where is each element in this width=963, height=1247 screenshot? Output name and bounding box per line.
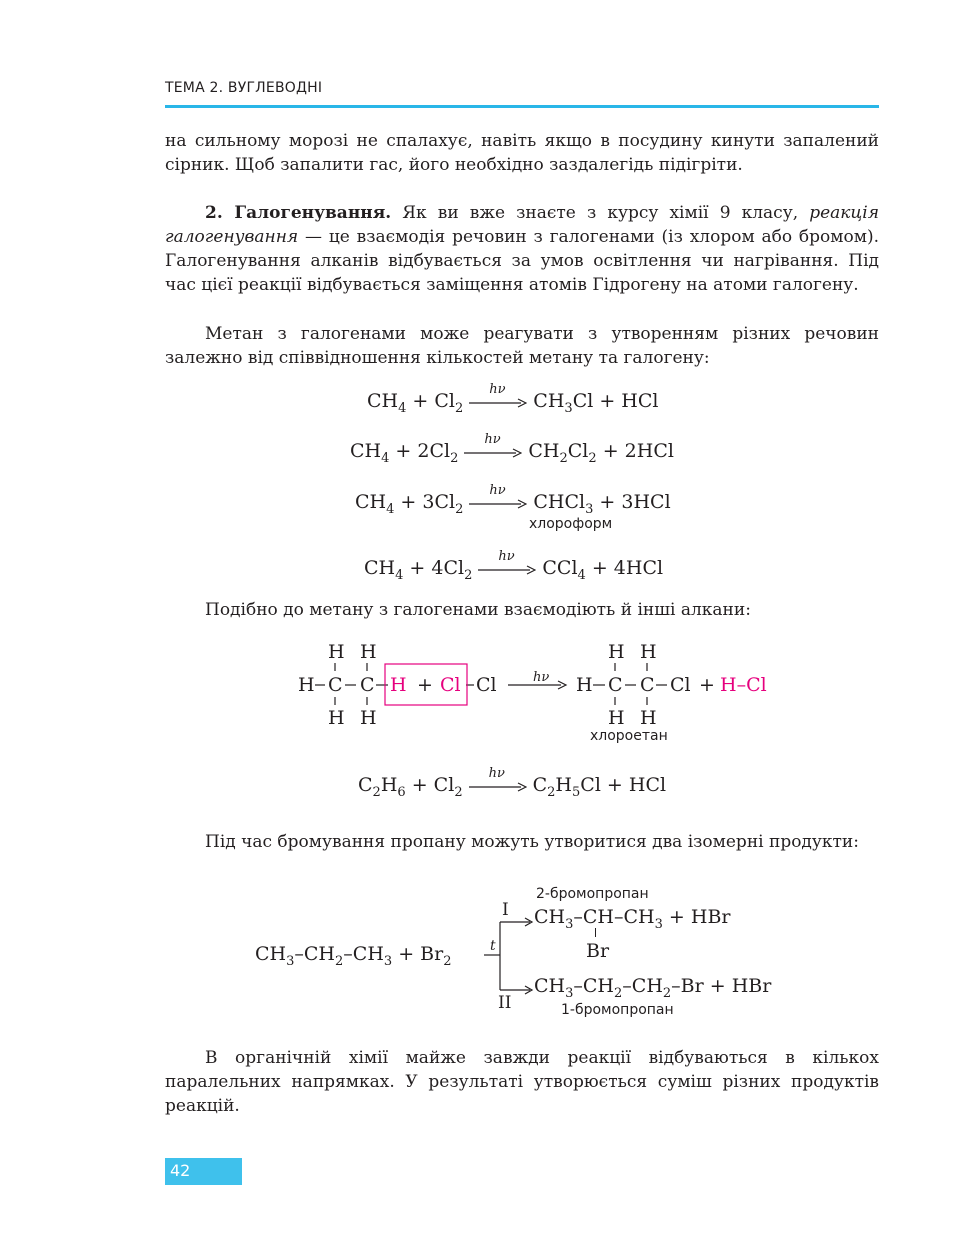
product-2-bromopropane: $CH_3-CH-CH_3$ + HBr [534,906,731,932]
chloroethane-label: хлороетан [590,728,668,744]
paragraph-parallel-reactions: В органічній хімії майже завжди реакції відбуваються в кількох паралельних напрямках. У результаті утворюється суміш різних продуктів реакцій. [165,1048,879,1116]
branch-arrows [480,898,540,1013]
svg-text:Cl: Cl [440,674,461,696]
svg-text:Cl: Cl [670,674,691,696]
term-halogenation: реакція галогенування [165,203,879,247]
product-1-bromopropane: $CH_3-CH_2-CH_2-Br$ + HBr [534,975,772,1001]
svg-text:H: H [608,707,625,729]
equation-ethane: $C_2H_6 + Cl_2$ hν $C_2H_5Cl$ + HCl [358,766,667,800]
reaction-arrow: hν [469,780,527,792]
svg-text:Cl: Cl [476,674,497,696]
paragraph-methane: Метан з галогенами може реагувати з утворенням різних речовин залежно від співвідношення кількостей метану та галогену: [165,324,879,368]
svg-text:II: II [498,993,512,1013]
2-bromopropane-label: 2-бромопропан [536,886,649,902]
reaction-arrow: hν [464,446,522,458]
svg-text:hν: hν [533,670,550,685]
svg-text:C: C [640,674,655,696]
chapter-header: ТЕМА 2. ВУГЛЕВОДНІ [165,80,323,96]
svg-text:H: H [298,674,315,696]
svg-text:H: H [360,707,377,729]
paragraph-halogenation: 2. Галогенування. Як ви вже знаєте з курсу хімії 9 класу, реакція галогенування — це взаємодія речовин з галогенами (із хлором або бромом). Галогенування алканів відбувається за умов освітлення чи нагрівання. Під час цієї реакції відбувається заміщення атомів Гідрогену на атоми галогену. [165,203,879,295]
svg-text:+: + [417,674,433,696]
equation-ch3cl: $CH_4 + Cl_2$ hν $CH_3Cl$ + HCl [367,382,659,416]
header-divider [165,105,879,108]
svg-text:t: t [490,938,496,954]
svg-text:H: H [640,641,657,663]
page-number: 42 [170,1161,191,1180]
svg-text:H: H [576,674,593,696]
ethane-chlorination-structural [290,635,790,745]
svg-text:C: C [360,674,375,696]
equation-ccl4: $CH_4 + 4Cl_2$ hν CCl$_4$ + 4HCl [364,549,664,583]
equation-chcl3: $CH_4 + 3Cl_2$ hν CHCl$_3$ + 3HCl [355,483,671,517]
reaction-arrow: hν [469,396,527,408]
svg-text:H: H [328,641,345,663]
bromine-substituent: Br [586,940,610,962]
svg-text:H: H [608,641,625,663]
equation-ch2cl2: $CH_4 + 2Cl_2$ hν $CH_2Cl_2 + 2HCl$ [350,432,674,466]
svg-text:H: H [360,641,377,663]
1-bromopropane-label: 1-бромопропан [561,1002,674,1018]
page-number-tab [165,1158,242,1185]
paragraph-kerosene: на сильному морозі не спалахує, навіть якщо в посудину кинути запалений сірник. Щоб запалити гас, його необхідно заздалегідь підігріти. [165,131,879,175]
svg-text:H–Cl: H–Cl [720,674,767,696]
branch-bond [595,928,596,937]
chloroform-label: хлороформ [529,516,613,532]
svg-text:+: + [699,674,715,696]
svg-text:H: H [328,707,345,729]
reaction-arrow: hν [469,497,527,509]
propane-reactants: $CH_3-CH_2-CH_3 + Br_2$ [255,943,452,969]
svg-text:I: I [502,900,509,920]
paragraph-propane: Під час бромування пропану можуть утворитися два ізомерні продукти: [205,832,859,852]
svg-text:C: C [608,674,623,696]
paragraph-other-alkanes: Подібно до метану з галогенами взаємодіють й інші алкани: [205,600,751,620]
svg-text:C: C [328,674,343,696]
reaction-arrow: hν [478,563,536,575]
svg-text:H: H [640,707,657,729]
halogenation-heading: 2. Галогенування. [205,203,392,223]
svg-text:H: H [390,674,407,696]
